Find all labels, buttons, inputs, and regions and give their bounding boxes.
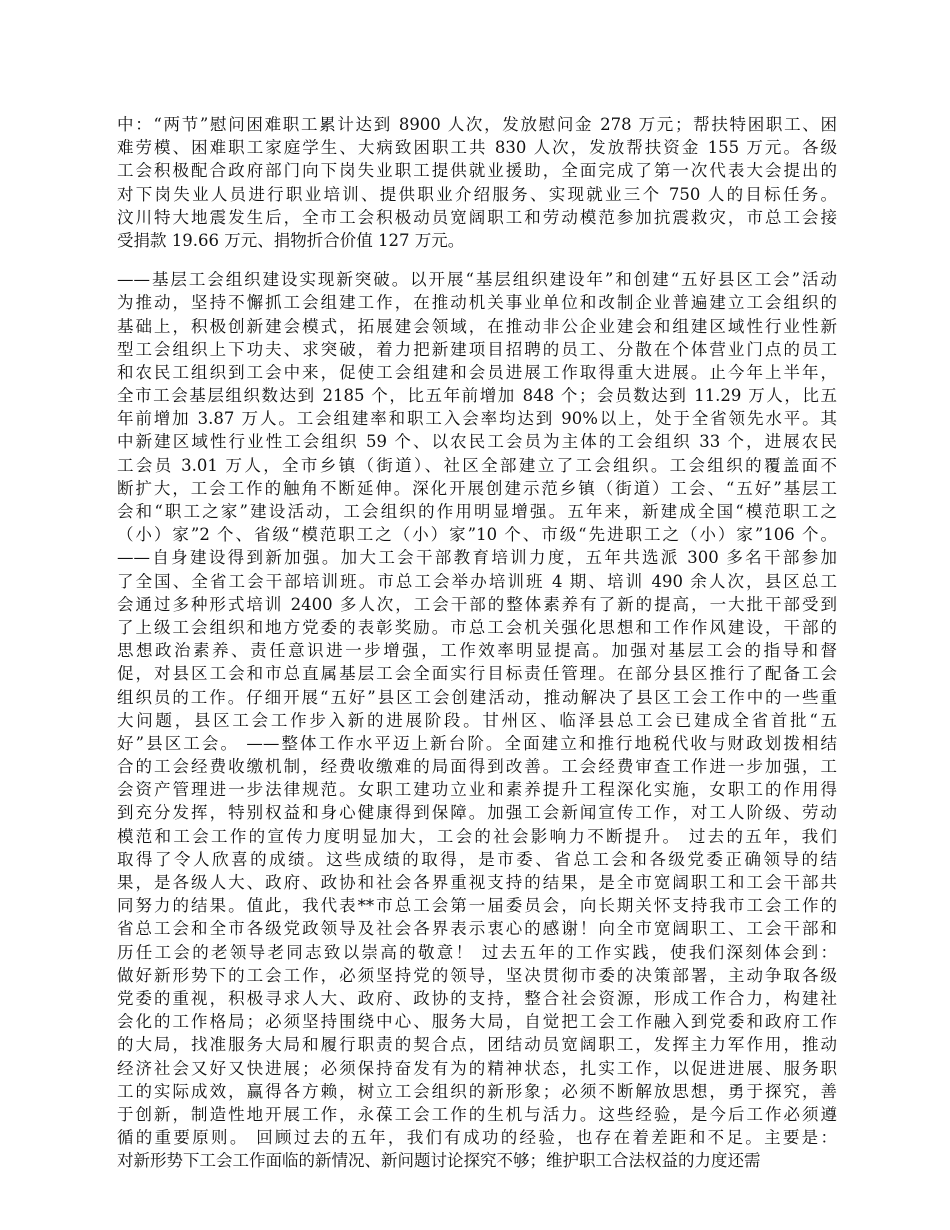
text-line: 同努力的结果。值此，我代表**市总工会第一届委员会，向长期关怀支持我市工会工作的	[117, 896, 837, 916]
text-line: 历任工会的老领导老同志致以崇高的敬意！ 过去五年的工作实践，使我们深刻体会到：	[117, 942, 837, 962]
text-line: 和农民工组织到工会中来，促使工会组建和会员进展工作取得重大进展。止今年上半年，	[117, 362, 837, 382]
text-line: 大问题，县区工会工作步入新的进展阶段。甘州区、临泽县总工会已建成全省首批“五	[117, 710, 837, 730]
text-line: 取得了令人欣喜的成绩。这些成绩的取得，是市委、省总工会和各级党委正确领导的结	[117, 849, 837, 869]
paragraph-grassroots	[117, 268, 837, 1172]
text-line: 做好新形势下的工会工作，必须坚持党的领导，坚决贯彻市委的决策部署，主动争取各级	[117, 965, 837, 985]
text-line: 汶川特大地震发生后，全市工会积极动员宽阔职工和劳动模范参加抗震救灾，市总工会接	[117, 207, 837, 227]
text-line: 到充分发挥，特别权益和身心健康得到保障。加强工会新闻宣传工作，对工人阶级、劳动	[117, 803, 837, 823]
text-line: 好”县区工会。 ——整体工作水平迈上新台阶。全面建立和推行地税代收与财政划拨相结	[117, 733, 837, 753]
text-line: 省总工会和全市各级党政领导及社会各界表示衷心的感谢！向全市宽阔职工、工会干部和	[117, 919, 837, 939]
text-line: 受捐款 19.66 万元、捐物折合价值 127 万元。	[117, 230, 465, 250]
text-line: 促，对县区工会和市总直属基层工会全面实行目标责任管理。在部分县区推行了配备工会	[117, 664, 837, 684]
text-line: 基础上，积极创新建会模式，拓展建会领域，在推动非公企业建会和组建区域性行业性新	[117, 316, 837, 336]
text-line: 年前增加 3.87 万人。工会组建率和职工入会率均达到 90%以上，处于全省领先水平。其	[117, 409, 837, 429]
text-line: 思想政治素养、责任意识进一步增强，工作效率明显提高。加强对基层工会的指导和督	[117, 641, 837, 661]
text-line: 型工会组织上下功夫、求突破，着力把新建项目招聘的员工、分散在个体营业门点的员工	[117, 339, 837, 359]
text-line: 工会积极配合政府部门向下岗失业职工提供就业援助，全面完成了第一次代表大会提出的	[117, 161, 837, 181]
text-line: 会和“职工之家”建设活动，工会组织的作用明显增强。五年来，新建成全国“模范职工之	[117, 502, 837, 521]
text-line: 果，是各级人大、政府、政协和社会各界重视支持的结果，是全市宽阔职工和工会干部共	[117, 873, 837, 892]
text-line: 工的实际成效，赢得各方赖，树立工会组织的新形象；必须不断解放思想，勇于探究，善	[117, 1081, 837, 1101]
text-line: 工会员 3.01 万人，全市乡镇（街道）、社区全部建立了工会组织。工会组织的覆盖面不	[117, 455, 837, 475]
text-line: 对下岗失业人员进行职业培训、提供职业介绍服务、实现就业三个 750 人的目标任务。	[117, 184, 837, 204]
text-line: 全市工会基层组织数达到 2185 个，比五年前增加 848 个；会员数达到 11.29 万人，比五	[117, 386, 837, 406]
text-line: 难劳模、困难职工家庭学生、大病致困职工共 830 人次，发放帮扶资金 155 万元。各级	[117, 138, 837, 158]
text-line: ——基层工会组织建设实现新突破。以开展“基层组织建设年”和创建“五好县区工会”活动	[117, 270, 837, 290]
text-line: ——自身建设得到新加强。加大工会干部教育培训力度，五年共选派 300 多名干部参加	[117, 548, 837, 568]
text-line: 模范和工会工作的宣传力度明显加大，工会的社会影响力不断提升。 过去的五年，我们	[117, 826, 837, 846]
paragraph-relief	[117, 113, 837, 252]
text-line: 对新形势下工会工作面临的新情况、新问题讨论探究不够；维护职工合法权益的力度还需	[117, 1151, 761, 1171]
text-line: 了全国、全省工会干部培训班。市总工会举办培训班 4 期、培训 490 余人次，县区总工	[117, 571, 837, 591]
text-line: 会资产管理进一步法律规范。女职工建功立业和素养提升工程深化实施，女职工的作用得	[117, 780, 837, 800]
text-line: 会化的工作格局；必须坚持围绕中心、服务大局，自觉把工会工作融入到党委和政府工作	[117, 1012, 837, 1032]
text-line: 会通过多种形式培训 2400 多人次，工会干部的整体素养有了新的提高，一大批干部受到	[117, 594, 837, 614]
text-line: 合的工会经费收缴机制，经费收缴难的局面得到改善。工会经费审查工作进一步加强，工	[117, 757, 837, 777]
text-line: （小）家”2 个、省级“模范职工之（小）家”10 个、市级“先进职工之（小）家”106 个。	[117, 525, 837, 545]
text-line: 的大局，找准服务大局和履行职责的契合点，团结动员宽阔职工，发挥主力军作用，推动	[117, 1035, 837, 1055]
text-line: 断扩大，工会工作的触角不断延伸。深化开展创建示范乡镇（街道）工会、“五好”基层工	[117, 478, 837, 498]
text-line: 经济社会又好又快进展；必须保持奋发有为的精神状态，扎实工作，以促进进展、服务职	[117, 1058, 837, 1078]
text-line: 党委的重视，积极寻求人大、政府、政协的支持，整合社会资源，形成工作合力，构建社	[117, 988, 837, 1008]
text-line: 循的重要原则。 回顾过去的五年，我们有成功的经验，也存在着差距和不足。主要是：	[117, 1128, 837, 1148]
text-line: 中新建区域性行业性工会组织 59 个、以农民工会员为主体的工会组织 33 个，进展农民	[117, 432, 837, 452]
text-line: 了上级工会组织和地方党委的表彰奖励。市总工会机关强化思想和工作作风建设，干部的	[117, 617, 837, 637]
paragraph-gap	[117, 252, 837, 268]
document-page	[117, 113, 837, 1172]
text-line: 于创新，制造性地开展工作，永葆工会工作的生机与活力。这些经验，是今后工作必须遵	[117, 1104, 837, 1124]
text-line: 为推动，坚持不懈抓工会组建工作，在推动机关事业单位和改制企业普遍建立工会组织的	[117, 293, 837, 313]
text-line: 中：“两节”慰问困难职工累计达到 8900 人次，发放慰问金 278 万元；帮扶特困职工、困	[117, 115, 837, 134]
text-line: 组织员的工作。仔细开展“五好”县区工会创建活动，推动解决了县区工会工作中的一些重	[117, 687, 837, 707]
